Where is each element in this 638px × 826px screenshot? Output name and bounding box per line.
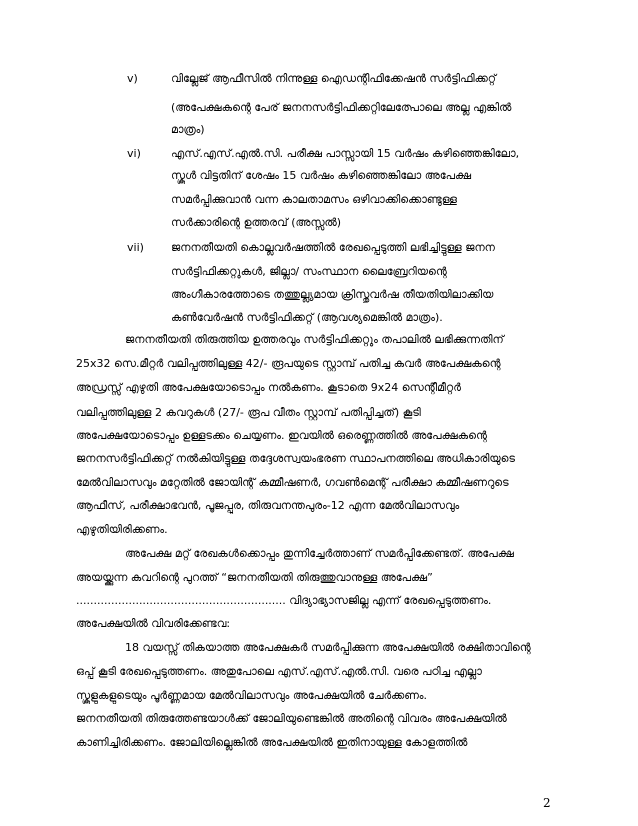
paragraph-line: എഴുതിയിരിക്കണം. <box>76 523 168 536</box>
list-number: vii) <box>127 241 144 254</box>
section-heading: അപേക്ഷയിൽ വിവരിക്കേണ്ടവ: <box>76 617 231 630</box>
paragraph-line: ജനനതീയതി തിരുത്തേണ്ടയാൾക്ക് ജോലിയുണ്ടെങ്കിൽ അതിന്റെ വിവരം അപേക്ഷയിൽ <box>76 712 507 725</box>
paragraph-line: അപേക്ഷയോടൊപ്പം ഉള്ളടക്കം ചെയ്യണം. ഇവയിൽ ഒരെണ്ണത്തിൽ അപേക്ഷകന്റെ <box>76 429 487 442</box>
page-number: 2 <box>543 796 551 810</box>
paragraph-line: കാണിച്ചിരിക്കണം. ജോലിയില്ലെങ്കിൽ അപേക്ഷയിൽ ഇതിനായുള്ള കോളത്തിൽ <box>76 736 468 749</box>
paragraph-line: ............................................................ വിദ്യാഭ്യാസജില്ല എന്ന് രേഖപ്പെടുത്തണം. <box>76 594 492 607</box>
list-item-line: മാത്രം) <box>171 123 205 136</box>
list-item-line: സമർപ്പിക്കുവാൻ വന്ന കാലതാമസം ഒഴിവാക്കിക്കൊണ്ടുള്ള <box>171 193 457 206</box>
paragraph-line: മേൽവിലാസവും മറ്റേതിൽ ജോയിന്റ് കമ്മീഷണർ, ഗവൺമെന്റ് പരീക്ഷാ കമ്മീഷണറുടെ <box>76 476 509 489</box>
list-item-line: സർട്ടിഫിക്കറ്റുകൾ, ജില്ലാ/ സംസ്ഥാന ലൈബ്രേറിയന്റെ <box>171 265 447 278</box>
list-item-line: അംഗീകാരത്തോടെ തത്തുല്ല്യമായ ക്രിസ്തുവർഷ തീയതിയിലാക്കിയ <box>171 288 494 301</box>
paragraph-line: സ്കൂളുകളുടെയും പൂർണ്ണമായ മേൽവിലാസവും അപേക്ഷയിൽ ചേർക്കണം. <box>76 689 428 702</box>
list-number: v) <box>127 72 138 85</box>
paragraph-line: വലിപ്പത്തിലുള്ള 2 കവറുകൾ (27/- രൂപ വീതം സ്റ്റാമ്പ് പതിപ്പിച്ചത്) കൂടി <box>76 406 421 419</box>
paragraph-line: ഒപ്പ് കൂടി രേഖപ്പെടുത്തണം. അതുപോലെ എസ്.എസ്.എൽ.സി. വരെ പഠിച്ച എല്ലാ <box>76 665 482 678</box>
paragraph-line: 25x32 സെ.മീറ്റർ വലിപ്പത്തിലുള്ള 42/- രൂപയുടെ സ്റ്റാമ്പ് പതിച്ച കവർ അപേക്ഷകന്റെ <box>76 357 501 370</box>
list-item-line: ജനനതീയതി കൊല്ലവർഷത്തിൽ രേഖപ്പെടുത്തി ലഭിച്ചിട്ടുള്ള ജനന <box>171 241 495 254</box>
paragraph-line: ആഫീസ്, പരീക്ഷാഭവൻ, പൂജപ്പുര, തിരുവനന്തപുരം-12 എന്ന മേൽവിലാസവും <box>76 499 460 512</box>
paragraph-line: ജനനതീയതി തിരുത്തിയ ഉത്തരവും സർട്ടിഫിക്കറ്റും തപാലിൽ ലഭിക്കുന്നതിന് <box>125 333 504 346</box>
list-item-line: വില്ലേജ് ആഫീസിൽ നിന്നുള്ള ഐഡന്റിഫിക്കേഷൻ സർട്ടിഫിക്കറ്റ് <box>171 72 497 85</box>
list-item-line: (അപേക്ഷകന്റെ പേര് ജനനസർട്ടിഫിക്കറ്റിലേത്പോലെ അല്ല എങ്കിൽ <box>171 101 512 114</box>
paragraph-line: അപേക്ഷ മറ്റ് രേഖകൾക്കൊപ്പം തുന്നിച്ചേർത്താണ് സമർപ്പിക്കേണ്ടത്. അപേക്ഷ <box>125 547 514 560</box>
paragraph-line: 18 വയസ്സ് തികയാത്ത അപേക്ഷകർ സമർപ്പിക്കുന്ന അപേക്ഷയിൽ രക്ഷിതാവിന്റെ <box>125 641 531 654</box>
paragraph-line: അഡ്രസ്സ് എഴുതി അപേക്ഷയോടൊപ്പം നൽകണം. കൂടാതെ 9x24 സെന്റീമീറ്റർ <box>76 381 461 394</box>
list-item-line: സ്കൂൾ വിട്ടതിന് ശേഷം 15 വർഷം കഴിഞ്ഞെങ്കിലോ അപേക്ഷ <box>171 169 472 182</box>
paragraph-line: അയയ്ക്കുന്ന കവറിന്റെ പുറത്ത് “ജനനതീയതി തിരുത്തുവാനുള്ള അപേക്ഷ” <box>76 571 433 584</box>
paragraph-line: ജനനസർട്ടിഫിക്കറ്റ് നൽകിയിട്ടുള്ള തദ്ദേശസ്വയംഭരണ സ്ഥാപനത്തിലെ അധികാരിയുടെ <box>76 452 515 465</box>
list-item-line: എസ്.എസ്.എൽ.സി. പരീക്ഷ പാസ്സായി 15 വർഷം കഴിഞ്ഞെങ്കിലോ, <box>171 147 520 160</box>
list-item-line: കൺവേർഷൻ സർട്ടിഫിക്കറ്റ് (ആവശ്യമെങ്കിൽ മാത്രം). <box>171 311 443 324</box>
list-number: vi) <box>127 147 141 160</box>
list-item-line: സർക്കാരിന്റെ ഉത്തരവ് (അസ്സൽ) <box>171 216 342 229</box>
